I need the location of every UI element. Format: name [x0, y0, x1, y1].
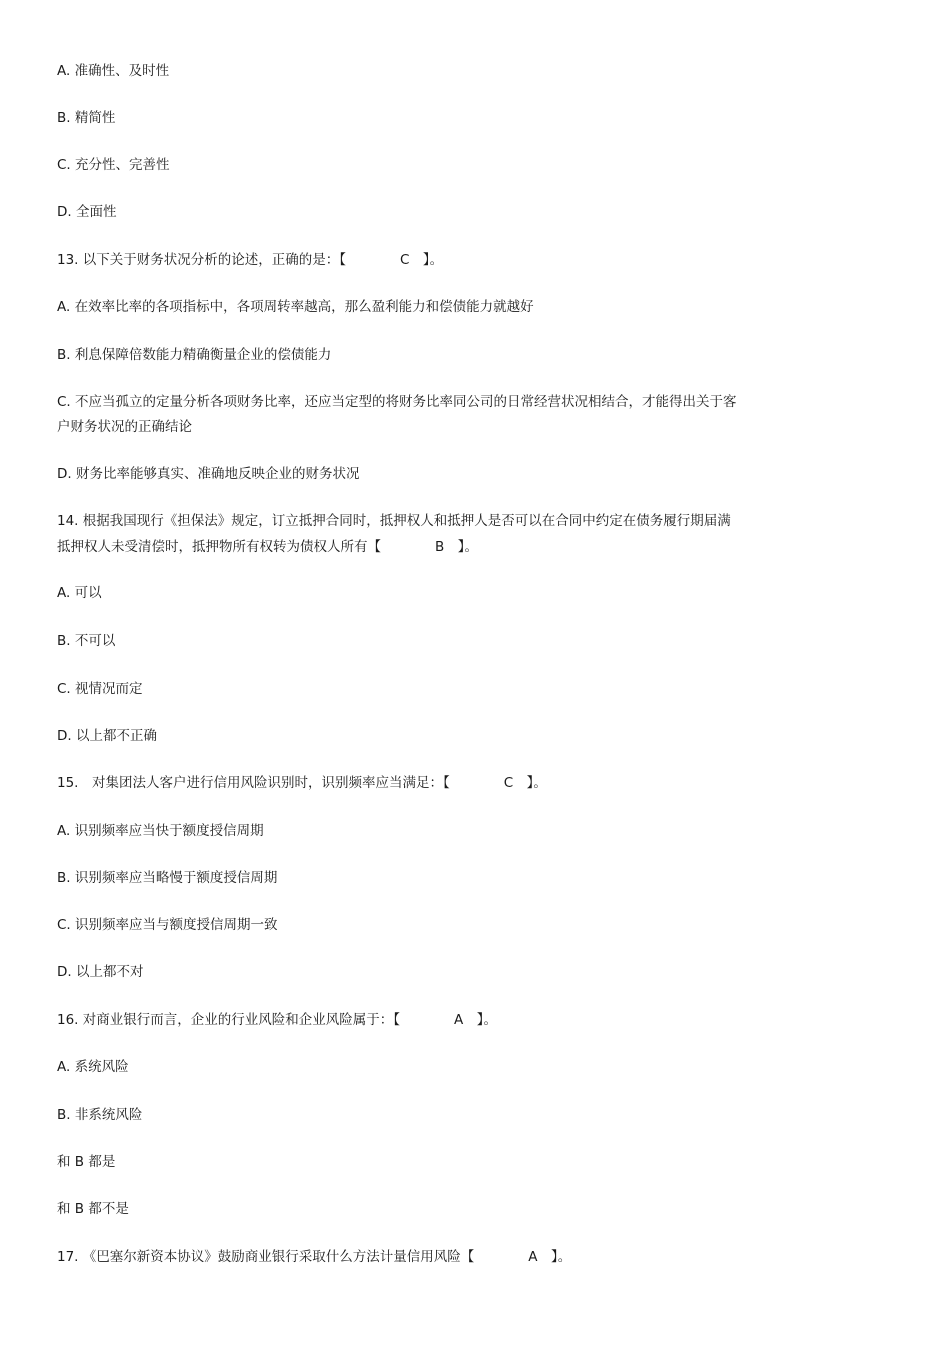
question-17: 17. 《巴塞尔新资本协议》鼓励商业银行采取什么方法计量信用风险【 A 】。 [57, 1249, 572, 1265]
option-16b: B. 非系统风险 [57, 1107, 143, 1123]
option-14c: C. 视情况而定 [57, 681, 143, 697]
option-13c: C. 不应当孤立的定量分析各项财务比率，还应当定型的将财务比率同公司的日常经营状况相结合，才能得出关于客 [57, 394, 737, 410]
question-16: 16. 对商业银行而言，企业的行业风险和企业风险属于：【 A 】。 [57, 1012, 497, 1028]
option-15c: C. 识别频率应当与额度授信周期一致 [57, 917, 278, 933]
option-16a: A. 系统风险 [57, 1059, 129, 1075]
option-13a: A. 在效率比率的各项指标中，各项周转率越高，那么盈利能力和偿债能力就越好 [57, 299, 534, 315]
option-12b: B. 精简性 [57, 110, 116, 126]
question-14: 14. 根据我国现行《担保法》规定，订立抵押合同时，抵押权人和抵押人是否可以在合同中约定在债务履行期届满 [57, 513, 731, 529]
option-12d: D. 全面性 [57, 204, 117, 220]
option-14d: D. 以上都不正确 [57, 728, 157, 744]
question-15: 15. 对集团法人客户进行信用风险识别时，识别频率应当满足：【 C 】。 [57, 775, 547, 791]
question-14-continued: 抵押权人未受清偿时，抵押物所有权转为债权人所有【 B 】。 [57, 539, 479, 555]
option-13d: D. 财务比率能够真实、准确地反映企业的财务状况 [57, 466, 360, 482]
option-13b: B. 利息保障倍数能力精确衡量企业的偿债能力 [57, 347, 332, 363]
option-16d: 和 B 都不是 [57, 1201, 129, 1217]
option-16c: 和 B 都是 [57, 1154, 116, 1170]
option-14a: A. 可以 [57, 585, 102, 601]
option-15b: B. 识别频率应当略慢于额度授信周期 [57, 870, 278, 886]
option-12c: C. 充分性、完善性 [57, 157, 170, 173]
option-13c-continued: 户财务状况的正确结论 [57, 419, 192, 435]
option-14b: B. 不可以 [57, 633, 116, 649]
option-12a: A. 准确性、及时性 [57, 63, 170, 79]
question-13: 13. 以下关于财务状况分析的论述，正确的是：【 C 】。 [57, 252, 444, 268]
option-15d: D. 以上都不对 [57, 964, 144, 980]
option-15a: A. 识别频率应当快于额度授信周期 [57, 823, 264, 839]
